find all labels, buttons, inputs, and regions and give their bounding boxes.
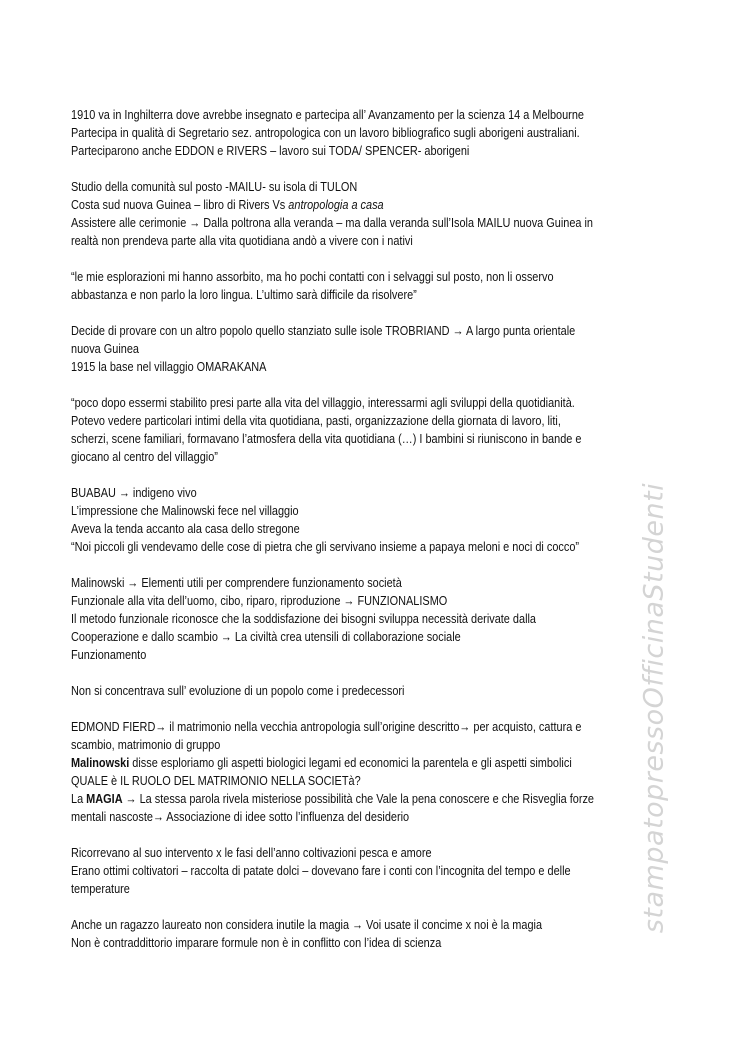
text-segment: Costa sud nuova Guinea – libro di Rivers Vs <box>71 197 289 212</box>
text-line <box>71 124 609 142</box>
paragraph <box>71 268 711 304</box>
text-segment: Non si concentrava sull’ evoluzione di un popolo come i predecessori <box>71 683 405 698</box>
paragraph-gap <box>71 376 711 394</box>
text-segment: Funzionale alla vita dell’uomo, cibo, riparo, riproduzione → FUNZIONALISMO <box>71 593 448 608</box>
text-segment: Funzionamento <box>71 647 147 662</box>
text-line <box>71 358 609 376</box>
text-segment: EDMOND FIERD→ il matrimonio nella vecchia antropologia sull’origine descritto→ per acquisto, cattura e <box>71 719 582 734</box>
text-line <box>71 484 609 502</box>
bold-text: Malinowski <box>71 755 130 770</box>
text-line <box>71 232 609 250</box>
paragraph-gap <box>71 826 711 844</box>
text-segment: “poco dopo essermi stabilito presi parte alla vita del villaggio, interessarmi agli sviluppi della quotidianità. <box>71 395 575 410</box>
text-segment: Anche un ragazzo laureato non considera inutile la magia → Voi usate il concime x noi è la magia <box>71 917 543 932</box>
text-segment: scherzi, scene familiari, formavano l’atmosfera della vita quotidiana (…) I bambini si riuniscono in bande e <box>71 431 582 446</box>
bold-text: MAGIA <box>86 791 123 806</box>
text-line <box>71 106 609 124</box>
text-line <box>71 178 609 196</box>
text-segment: “le mie esplorazioni mi hanno assorbito, ma ho pochi contatti con i selvaggi sul posto, non li osservo <box>71 269 554 284</box>
paragraph <box>71 178 711 250</box>
text-line <box>71 574 609 592</box>
text-line <box>71 448 609 466</box>
paragraph <box>71 484 711 556</box>
text-line <box>71 340 609 358</box>
text-line <box>71 808 609 826</box>
paragraph-gap <box>71 250 711 268</box>
text-segment: nuova Guinea <box>71 341 140 356</box>
paragraph-gap <box>71 556 711 574</box>
text-line <box>71 394 609 412</box>
document-body <box>71 106 711 952</box>
text-segment: Studio della comunità sul posto -MAILU- su isola di TULON <box>71 179 358 194</box>
paragraph <box>71 322 711 376</box>
text-segment: BUABAU → indigeno vivo <box>71 485 197 500</box>
text-segment: Erano ottimi coltivatori – raccolta di patate dolci – dovevano fare i conti con l’incognita del tempo e delle <box>71 863 571 878</box>
text-segment: Ricorrevano al suo intervento x le fasi dell’anno coltivazioni pesca e amore <box>71 845 432 860</box>
text-line <box>71 916 609 934</box>
text-segment: Assistere alle cerimonie → Dalla poltrona alla veranda – ma dalla veranda sull’Isola MAILU nuova Guinea in <box>71 215 594 230</box>
text-line <box>71 286 609 304</box>
text-line <box>71 322 609 340</box>
text-segment: Aveva la tenda accanto ala casa dello stregone <box>71 521 300 536</box>
text-segment: realtà non prendeva parte alla vita quotidiana andò a vivere con i nativi <box>71 233 413 248</box>
text-line <box>71 772 609 790</box>
text-line <box>71 880 609 898</box>
paragraph-gap <box>71 304 711 322</box>
text-line <box>71 412 609 430</box>
text-line <box>71 736 609 754</box>
text-line <box>71 214 609 232</box>
paragraph <box>71 394 711 466</box>
text-segment: temperature <box>71 881 130 896</box>
text-line <box>71 142 609 160</box>
text-segment: Il metodo funzionale riconosce che la soddisfazione dei bisogni sviluppa necessità derivate dalla <box>71 611 536 626</box>
text-segment: “Noi piccoli gli vendevamo delle cose di pietra che gli servivano insieme a papaya meloni e noci di cocco” <box>71 539 580 554</box>
text-segment: Non è contraddittorio imparare formule non è in conflitto con l’idea di scienza <box>71 935 442 950</box>
text-segment: giocano al centro del villaggio” <box>71 449 218 464</box>
text-line <box>71 502 609 520</box>
text-segment: Potevo vedere particolari intimi della vita quotidiana, pasti, organizzazione della giornata di lavoro, liti, <box>71 413 561 428</box>
text-segment: scambio, matrimonio di gruppo <box>71 737 221 752</box>
paragraph <box>71 682 711 700</box>
italic-text: antropologia a casa <box>288 197 384 212</box>
text-line <box>71 682 609 700</box>
text-line <box>71 592 609 610</box>
text-line <box>71 754 609 772</box>
text-segment: 1915 la base nel villaggio OMARAKANA <box>71 359 267 374</box>
text-segment: → La stessa parola rivela misteriose possibilità che Vale la pena conoscere e che Risveglia forze <box>122 791 595 806</box>
text-segment: Cooperazione e dallo scambio → La civiltà crea utensili di collaborazione sociale <box>71 629 461 644</box>
text-segment: Partecipa in qualità di Segretario sez. antropologica con un lavoro bibliografico sugli aborigeni australiani. <box>71 125 580 140</box>
text-line <box>71 718 609 736</box>
text-segment: La <box>71 791 87 806</box>
paragraph <box>71 916 711 952</box>
text-segment: Parteciparono anche EDDON e RIVERS – lavoro sui TODA/ SPENCER- aborigeni <box>71 143 470 158</box>
text-line <box>71 790 609 808</box>
text-line <box>71 196 609 214</box>
text-line <box>71 430 609 448</box>
text-segment: abbastanza e non parlo la loro lingua. L’ultimo sarà difficile da risolvere” <box>71 287 417 302</box>
paragraph-gap <box>71 664 711 682</box>
text-line <box>71 268 609 286</box>
paragraph <box>71 844 711 898</box>
text-line <box>71 628 609 646</box>
text-segment: Decide di provare con un altro popolo quello stanziato sulle isole TROBRIAND → A largo punta orientale <box>71 323 576 338</box>
paragraph <box>71 574 711 664</box>
text-segment: QUALE è IL RUOLO DEL MATRIMONIO NELLA SOCIETà? <box>71 773 361 788</box>
paragraph-gap <box>71 898 711 916</box>
text-line <box>71 934 609 952</box>
text-segment: mentali nascoste→ Associazione di idee sotto l’influenza del desiderio <box>71 809 410 824</box>
watermark: stampatopressoOfficinaStudenti <box>638 482 670 934</box>
text-segment: 1910 va in Inghilterra dove avrebbe insegnato e partecipa all’ Avanzamento per la scienza 14 a Melbourne <box>71 107 584 122</box>
paragraph-gap <box>71 700 711 718</box>
paragraph <box>71 718 711 826</box>
text-line <box>71 520 609 538</box>
text-line <box>71 538 609 556</box>
text-line <box>71 610 609 628</box>
text-line <box>71 646 609 664</box>
text-segment: Malinowski → Elementi utili per comprendere funzionamento società <box>71 575 402 590</box>
paragraph-gap <box>71 466 711 484</box>
text-line <box>71 844 609 862</box>
paragraph-gap <box>71 160 711 178</box>
text-line <box>71 862 609 880</box>
text-segment: disse esploriamo gli aspetti biologici legami ed economici la parentela e gli aspetti simbolici <box>129 755 572 770</box>
paragraph <box>71 106 711 160</box>
text-segment: L’impressione che Malinowski fece nel villaggio <box>71 503 299 518</box>
